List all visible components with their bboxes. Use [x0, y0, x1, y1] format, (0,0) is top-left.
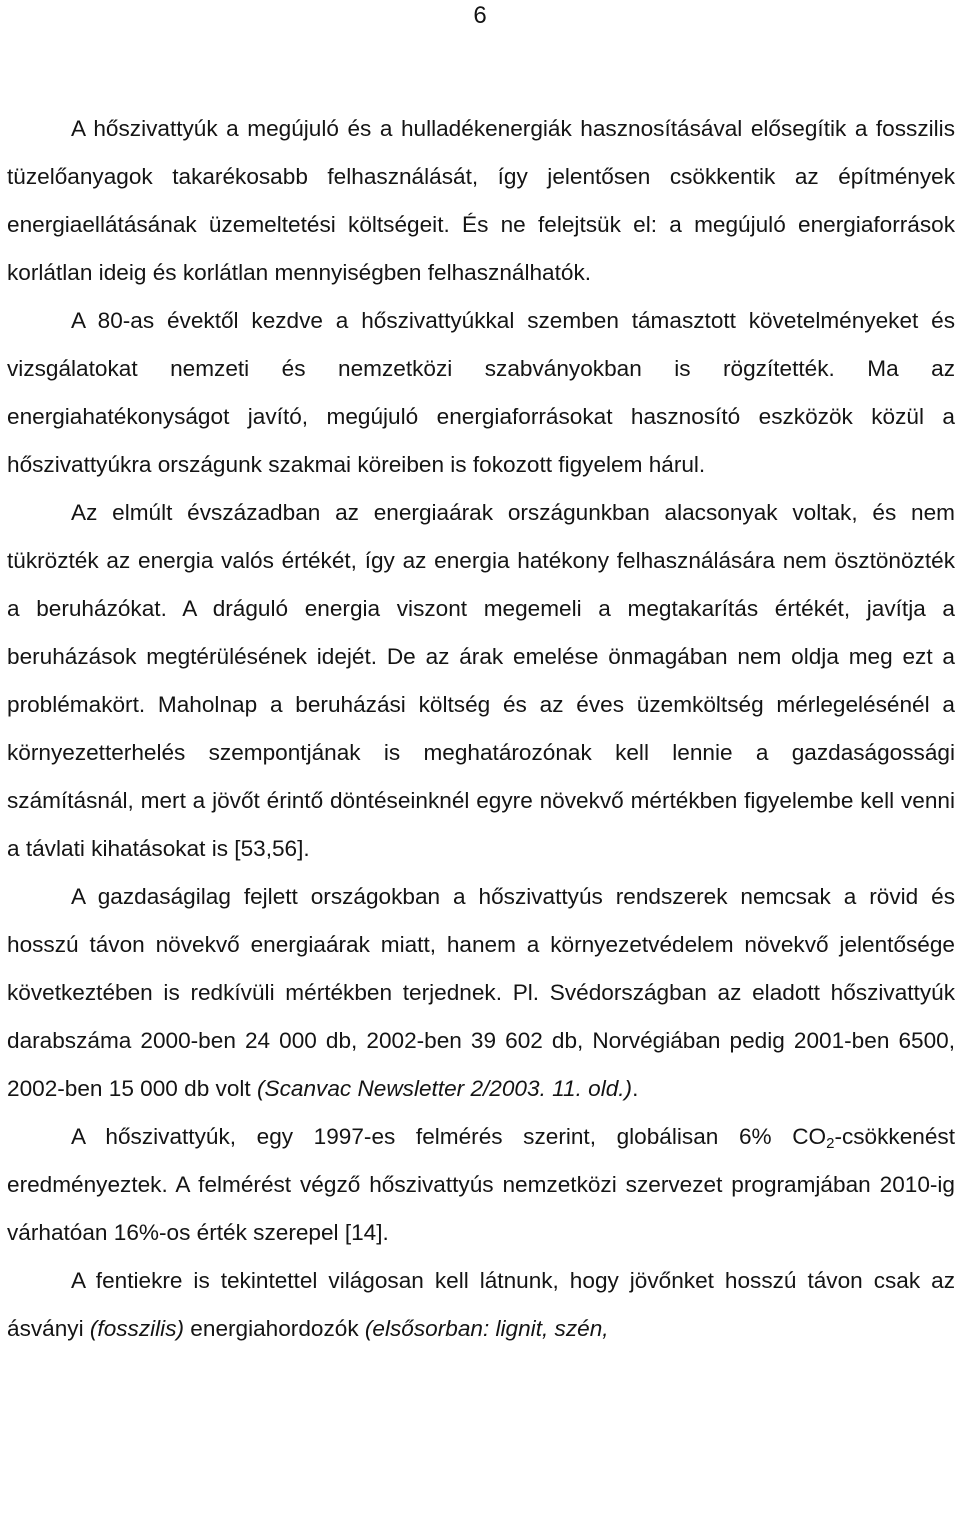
paragraph-4-text: A gazdaságilag fejlett országokban a hőszivattyús rendszerek nemcsak a rövid és hosszú távon növekvő energiaárak miatt, hanem a környezetvédelem növekvő jelentősége következtében is redkívüli mértékben terjednek. Pl. Svédországban az eladott hőszivattyúk darabszáma 2000-ben 24 000 db, 2002-ben 39 602 db, Norvégiában pedig 2001-ben 6500, 2002-ben 15 000 db volt — [7, 884, 955, 1101]
paragraph-6-text-a: A fentiekre is tekintettel világosan kell látnunk, hogy jövőnket hosszú távon csak az ásványi — [7, 1268, 955, 1341]
paragraph-3: Az elmúlt évszázadban az energiaárak országunkban alacsonyak voltak, és nem tükrözték az energia valós értékét, így az energia hatékony felhasználására nem ösztönözték a beruházókat. A dráguló energia viszont megemeli a megtakarítás értékét, javítja a beruházások megtérülésének idejét. De az árak emelése önmagában nem oldja meg ezt a problémakört. Maholnap a beruházási költség és az éves üzemköltség mérlegelésénél a környezetterhelés szempontjának is meghatározónak kell lennie a gazdaságossági számításnál, mert a jövőt érintő döntéseinknél egyre növekvő mértékben figyelembe kell venni a távlati kihatásokat is [53,56]. — [7, 500, 955, 861]
paragraph-6 — [7, 1257, 955, 1353]
paragraph-6-italic-b: (elsősorban: lignit, szén, — [364, 1316, 609, 1341]
document-body — [7, 105, 955, 1353]
paragraph-4-end: . — [632, 1076, 639, 1101]
paragraph-5-text: A hőszivattyúk, egy 1997-es felmérés szerint, globálisan 6% CO — [71, 1124, 827, 1149]
paragraph-2: A 80-as évektől kezdve a hőszivattyúkkal szemben támasztott követelményeket és vizsgálatokat nemzeti és nemzetközi szabványokban is rögzítették. Ma az energiahatékonyságot javító, megújuló energiaforrásokat hasznosító eszközök közül a hőszivattyúkra országunk szakmai köreiben is fokozott figyelem hárul. — [7, 308, 955, 477]
paragraph-5-rest: -csökkenést eredményeztek. A felmérést végző hőszivattyús nemzetközi szervezet programjában 2010-ig várhatóan 16%-os érték szerepel [14]. — [7, 1124, 955, 1245]
citation-scanvac: (Scanvac Newsletter 2/2003. 11. old.) — [257, 1076, 633, 1101]
paragraph-6-text-b: energiahordozók — [184, 1316, 365, 1341]
paragraph-5 — [7, 1113, 955, 1257]
paragraph-4 — [7, 873, 955, 1113]
page-number: 6 — [473, 2, 487, 29]
co2-subscript: 2 — [826, 1135, 835, 1152]
paragraph-6-italic-a: (fosszilis) — [89, 1316, 185, 1341]
paragraph-1: A hőszivattyúk a megújuló és a hulladékenergiák hasznosításával elősegítik a fosszilis tüzelőanyagok takarékosabb felhasználását, így jelentősen csökkentik az építmények energiaellátásának üzemeltetési költségeit. És ne felejtsük el: a megújuló energiaforrások korlátlan ideig és korlátlan mennyiségben felhasználhatók. — [7, 116, 955, 285]
